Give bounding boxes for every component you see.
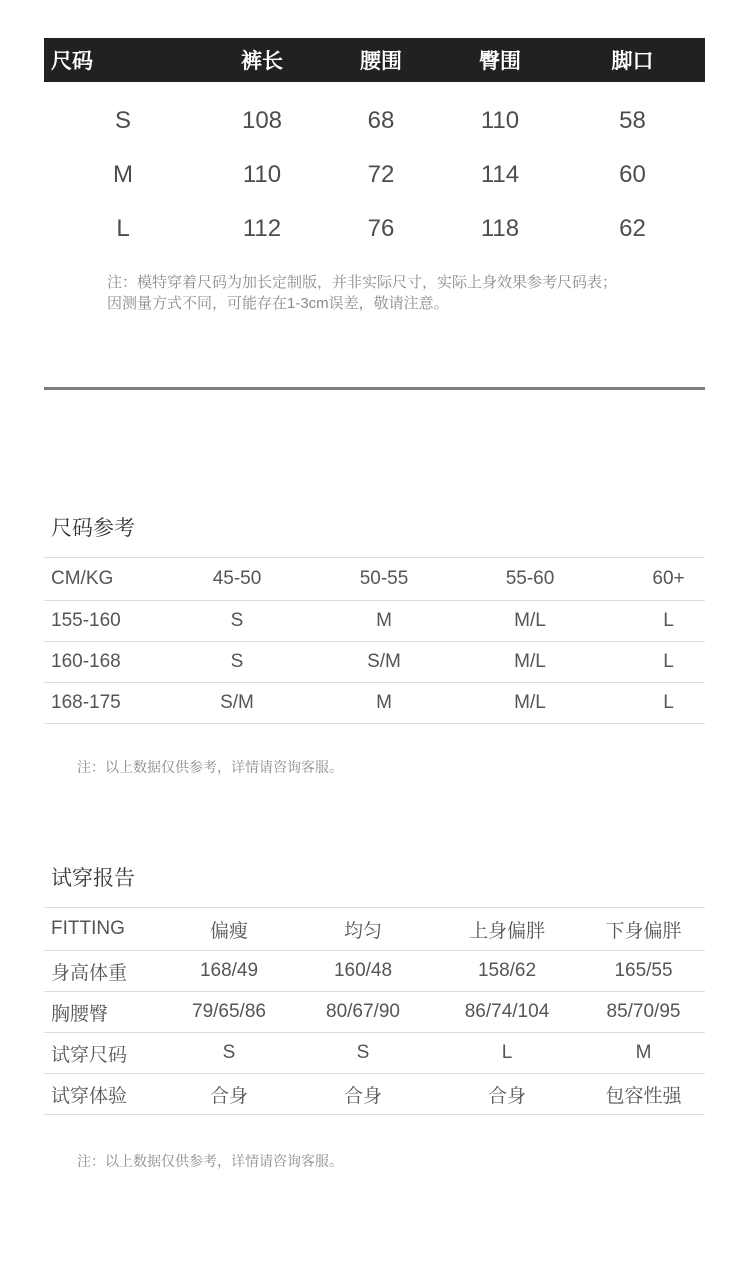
table-cell: M: [635, 1042, 652, 1063]
table-cell: S: [230, 610, 244, 631]
size-chart-page: [0, 38, 750, 1266]
column-header: 脚口: [611, 50, 654, 73]
column-header: 裤长: [241, 50, 283, 73]
size-table-note: [107, 272, 750, 314]
table-cell: 108: [241, 107, 283, 134]
table-cell: 118: [480, 215, 520, 242]
row-label: 155-160: [51, 610, 121, 631]
table-cell: S: [356, 1042, 370, 1063]
table-row: [44, 992, 705, 1033]
table-cell: S/M: [220, 692, 254, 713]
table-cell: S/M: [367, 651, 401, 672]
row-label: 168-175: [51, 692, 121, 713]
row-label: 胸腰臀: [51, 1003, 109, 1025]
table-cell: S: [222, 1042, 236, 1063]
table-row: [44, 1074, 705, 1115]
fitting-report-section: [44, 865, 750, 1172]
table-cell: 合身: [487, 1085, 526, 1107]
column-header: CM/KG: [51, 568, 114, 589]
size-table-body: [44, 94, 705, 256]
size-table-header-bar: [44, 38, 705, 82]
table-cell: L: [663, 692, 674, 713]
table-cell: M/L: [514, 610, 546, 631]
size-reference-table: [44, 557, 705, 724]
fitting-report-note: 注：以上数据仅供参考，详情请咨询客服。: [77, 1153, 343, 1169]
table-cell: S: [230, 651, 244, 672]
column-header: 45-50: [212, 568, 262, 589]
column-header: 尺码: [51, 50, 93, 73]
table-cell: M/L: [514, 692, 546, 713]
column-header: 均匀: [343, 920, 382, 942]
note-line: 因测量方式不同，可能存在1-3cm误差，敬请注意。: [107, 295, 449, 312]
table-cell: 114: [480, 161, 520, 188]
row-label: 试穿尺码: [51, 1044, 128, 1066]
table-cell: 168/49: [199, 960, 259, 981]
table-cell: M: [376, 692, 392, 713]
table-row: [44, 951, 705, 992]
table-row: [44, 202, 705, 256]
table-cell: M: [376, 610, 392, 631]
table-cell: 60: [619, 161, 646, 188]
table-cell: 86/74/104: [464, 1001, 550, 1022]
table-cell: 68: [367, 107, 395, 134]
table-cell: 158/62: [477, 960, 537, 981]
table-cell: L: [501, 1042, 513, 1063]
table-cell: 58: [619, 107, 646, 134]
table-cell: 80/67/90: [326, 1001, 400, 1022]
row-label: 身高体重: [51, 962, 128, 984]
table-cell: 72: [367, 161, 395, 188]
row-label: S: [114, 107, 131, 134]
table-cell: 165/55: [614, 960, 673, 981]
table-cell: 合身: [343, 1085, 382, 1107]
table-cell: L: [663, 610, 674, 631]
table-cell: L: [663, 651, 674, 672]
fitting-report-table: [44, 907, 705, 1115]
table-cell: 110: [480, 107, 520, 134]
column-header: 上身偏胖: [468, 920, 545, 942]
table-cell: 79/65/86: [192, 1001, 266, 1022]
section-title: 试穿报告: [51, 867, 135, 890]
row-label: L: [116, 215, 130, 242]
column-header: 60+: [652, 568, 685, 589]
table-cell: 包容性强: [605, 1085, 682, 1107]
column-header: 臀围: [479, 50, 521, 73]
row-label: 试穿体验: [51, 1085, 128, 1107]
table-cell: 110: [242, 161, 282, 188]
table-row: [44, 642, 705, 683]
size-reference-note: 注：以上数据仅供参考，详情请咨询客服。: [77, 759, 343, 775]
table-header-row: [44, 558, 705, 601]
table-cell: 112: [242, 215, 282, 242]
column-header: FITTING: [51, 918, 125, 939]
size-table-section: [44, 38, 750, 314]
column-header: 下身偏胖: [605, 920, 682, 942]
table-row: [44, 683, 705, 724]
table-row: [44, 94, 705, 148]
row-label: 160-168: [51, 651, 121, 672]
column-header: 腰围: [360, 50, 402, 73]
row-label: M: [113, 161, 133, 188]
table-row: [44, 1033, 705, 1074]
table-cell: 62: [619, 215, 646, 242]
section-title: 尺码参考: [51, 517, 135, 540]
table-cell: M/L: [514, 651, 546, 672]
note-line: 注：模特穿着尺码为加长定制版，并非实际尺寸，实际上身效果参考尺码表；: [107, 274, 618, 291]
table-cell: 76: [367, 215, 395, 242]
table-header-row: [44, 908, 705, 951]
column-header: 55-60: [505, 568, 555, 589]
column-header: 50-55: [359, 568, 409, 589]
size-reference-section: [44, 515, 750, 778]
table-cell: 合身: [209, 1085, 248, 1107]
table-cell: 85/70/95: [606, 1001, 681, 1022]
table-row: [44, 148, 705, 202]
table-cell: 160/48: [333, 960, 393, 981]
column-header: 偏瘦: [209, 920, 248, 942]
table-row: [44, 601, 705, 642]
section-divider: [44, 387, 705, 390]
